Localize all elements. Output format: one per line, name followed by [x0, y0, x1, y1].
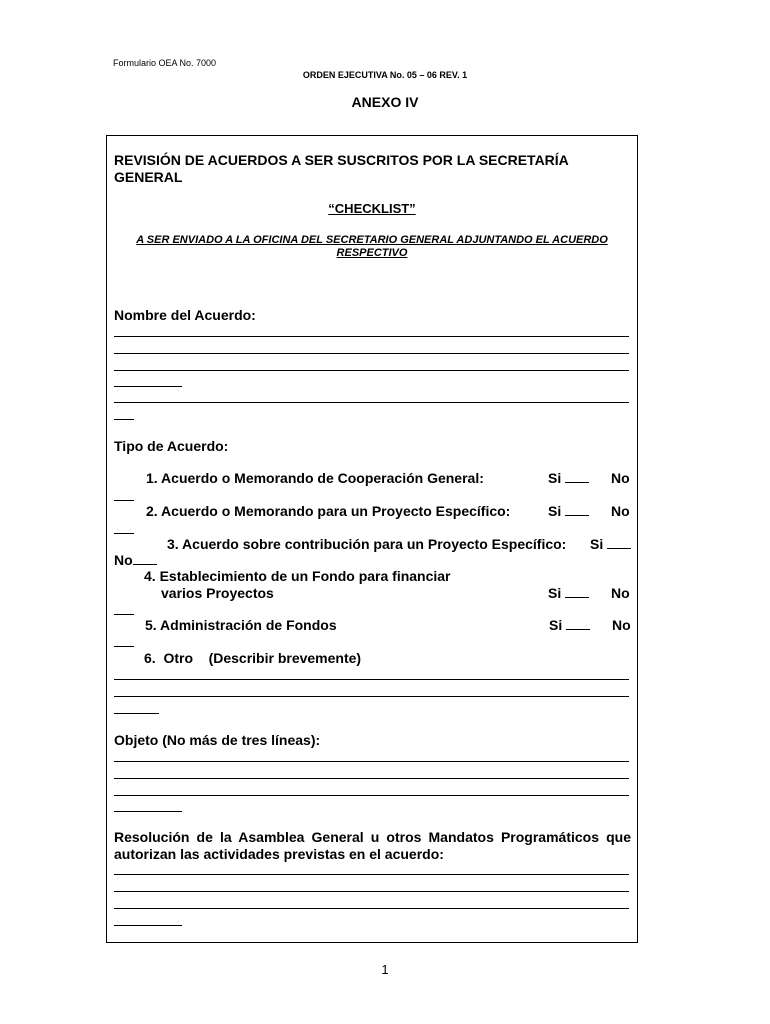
tipo-item-1-no-blank[interactable] — [114, 500, 134, 501]
objeto-label: Objeto (No más de tres líneas): — [114, 732, 321, 748]
tipo-item-1: 1. Acuerdo o Memorando de Cooperación General: — [146, 470, 484, 486]
nombre-label: Nombre del Acuerdo: — [114, 307, 256, 323]
objeto-line-3[interactable] — [114, 795, 629, 796]
otro-line-2[interactable] — [114, 696, 629, 697]
si-blank[interactable] — [566, 618, 590, 630]
otro-line-1[interactable] — [114, 679, 629, 680]
page-number: 1 — [381, 962, 389, 977]
resolucion-line-2[interactable] — [114, 891, 629, 892]
tipo-item-6: 6. Otro (Describir brevemente) — [144, 650, 362, 666]
tipo-item-5-si[interactable] — [549, 617, 590, 633]
tipo-item-2-si[interactable] — [548, 503, 589, 519]
orden-ejecutiva: ORDEN EJECUTIVA No. 05 – 06 REV. 1 — [302, 70, 468, 80]
tipo-item-4-line-1: 4. Establecimiento de un Fondo para financiar — [144, 568, 451, 584]
si-label: Si — [549, 617, 563, 633]
objeto-line-2[interactable] — [114, 778, 629, 779]
si-label: Si — [548, 470, 562, 486]
si-blank[interactable] — [565, 471, 589, 483]
tipo-item-4-no-blank[interactable] — [114, 614, 134, 615]
tipo-item-1-si[interactable] — [548, 470, 589, 486]
tipo-item-4-si[interactable] — [548, 585, 589, 601]
si-label: Si — [548, 503, 562, 519]
resolucion-line-1[interactable] — [114, 874, 629, 875]
si-label: Si — [548, 585, 562, 601]
checklist-heading: “CHECKLIST” — [328, 201, 416, 216]
si-blank[interactable] — [565, 586, 589, 598]
tipo-item-5-no-blank[interactable] — [114, 646, 134, 647]
nombre-line-6[interactable] — [114, 419, 134, 420]
tipo-item-3: 3. Acuerdo sobre contribución para un Proyecto Específico: — [167, 536, 567, 552]
tipo-item-4-line-2: varios Proyectos — [161, 585, 274, 601]
tipo-item-3-si[interactable] — [590, 536, 631, 552]
resolucion-line-3[interactable] — [114, 908, 629, 909]
tipo-item-3-no[interactable] — [114, 552, 157, 568]
objeto-line-1[interactable] — [114, 761, 629, 762]
objeto-line-4[interactable] — [114, 811, 182, 812]
tipo-label: Tipo de Acuerdo: — [114, 438, 229, 454]
no-label: No — [114, 552, 133, 568]
checklist-box — [106, 135, 638, 943]
nombre-line-4[interactable] — [114, 386, 182, 387]
si-blank[interactable] — [565, 504, 589, 516]
tipo-item-2: 2. Acuerdo o Memorando para un Proyecto Específico: — [146, 503, 511, 519]
tipo-item-2-no-label: No — [611, 503, 630, 519]
no-blank[interactable] — [133, 553, 157, 565]
otro-line-3[interactable] — [114, 713, 159, 714]
si-blank[interactable] — [607, 537, 631, 549]
box-title: REVISIÓN DE ACUERDOS A SER SUSCRITOS POR LA SECRETARÍA GENERAL — [114, 152, 569, 185]
nombre-line-3[interactable] — [114, 370, 629, 371]
nombre-line-1[interactable] — [114, 336, 629, 337]
nombre-line-5[interactable] — [114, 402, 629, 403]
tipo-item-5: 5. Administración de Fondos — [145, 617, 337, 633]
tipo-item-5-no-label: No — [612, 617, 631, 633]
tipo-item-4-no-label: No — [611, 585, 630, 601]
tipo-item-1-no-label: No — [611, 470, 630, 486]
tipo-item-2-no-blank[interactable] — [114, 533, 134, 534]
si-label: Si — [590, 536, 604, 552]
resolucion-line-4[interactable] — [114, 925, 182, 926]
nombre-line-2[interactable] — [114, 353, 629, 354]
anexo-title: ANEXO IV — [351, 94, 419, 110]
resolucion-label: Resolución de la Asamblea General u otros Mandatos Programáticos que autorizan las actividades previstas en el acuerdo: — [114, 829, 631, 862]
enviado-instruction: A SER ENVIADO A LA OFICINA DEL SECRETARIO GENERAL ADJUNTANDO EL ACUERDO RESPECTIVO — [136, 234, 608, 259]
form-id: Formulario OEA No. 7000 — [113, 58, 217, 68]
